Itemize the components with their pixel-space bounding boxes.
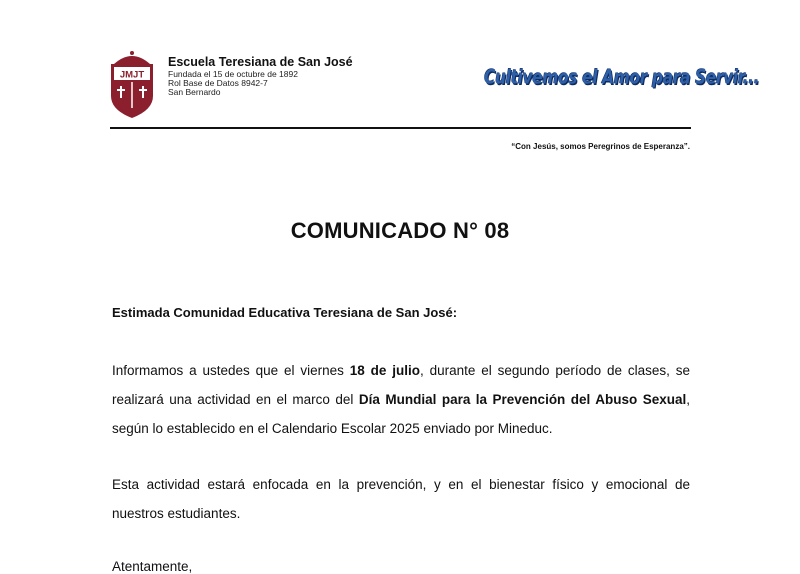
school-city: San Bernardo [168, 87, 221, 98]
p1-text-c: , durante el segundo período de clases, se realizará una actividad en el marco del [112, 363, 690, 407]
salutation: Estimada Comunidad Educativa Teresiana de San José: [112, 305, 458, 320]
crest-letters: JMJT [119, 69, 145, 81]
school-name: Escuela Teresiana de San José [168, 55, 353, 69]
crest-dome [114, 56, 150, 64]
closing: Atentamente, [112, 559, 193, 574]
crest-finial [130, 51, 134, 55]
paragraph-1 [112, 356, 690, 443]
p1-event-name: Día Mundial para la Prevención del Abuso Sexual [358, 392, 687, 407]
school-crest-icon [108, 48, 156, 118]
paragraph-2: Esta actividad estará enfocada en la prevención, y en el bienestar físico y emocional de nuestros estudiantes. [112, 477, 690, 521]
document-title: COMUNICADO N° 08 [290, 218, 510, 243]
p1-date: 18 de julio [349, 363, 421, 378]
school-rol: Rol Base de Datos 8942-7 [168, 78, 268, 89]
p1-text-e: , según lo establecido en el Calendario Escolar 2025 enviado por Mineduc. [112, 392, 690, 436]
school-info [168, 56, 353, 98]
school-founded: Fundada el 15 de octubre de 1892 [168, 68, 298, 79]
header-divider [110, 127, 691, 129]
header-quote: “Con Jesús, somos Peregrinos de Esperanza”. [511, 142, 690, 151]
p1-text-a: Informamos a ustedes que el viernes [112, 363, 350, 378]
school-motto: Cultivemos el Amor para Servir... [484, 66, 760, 89]
